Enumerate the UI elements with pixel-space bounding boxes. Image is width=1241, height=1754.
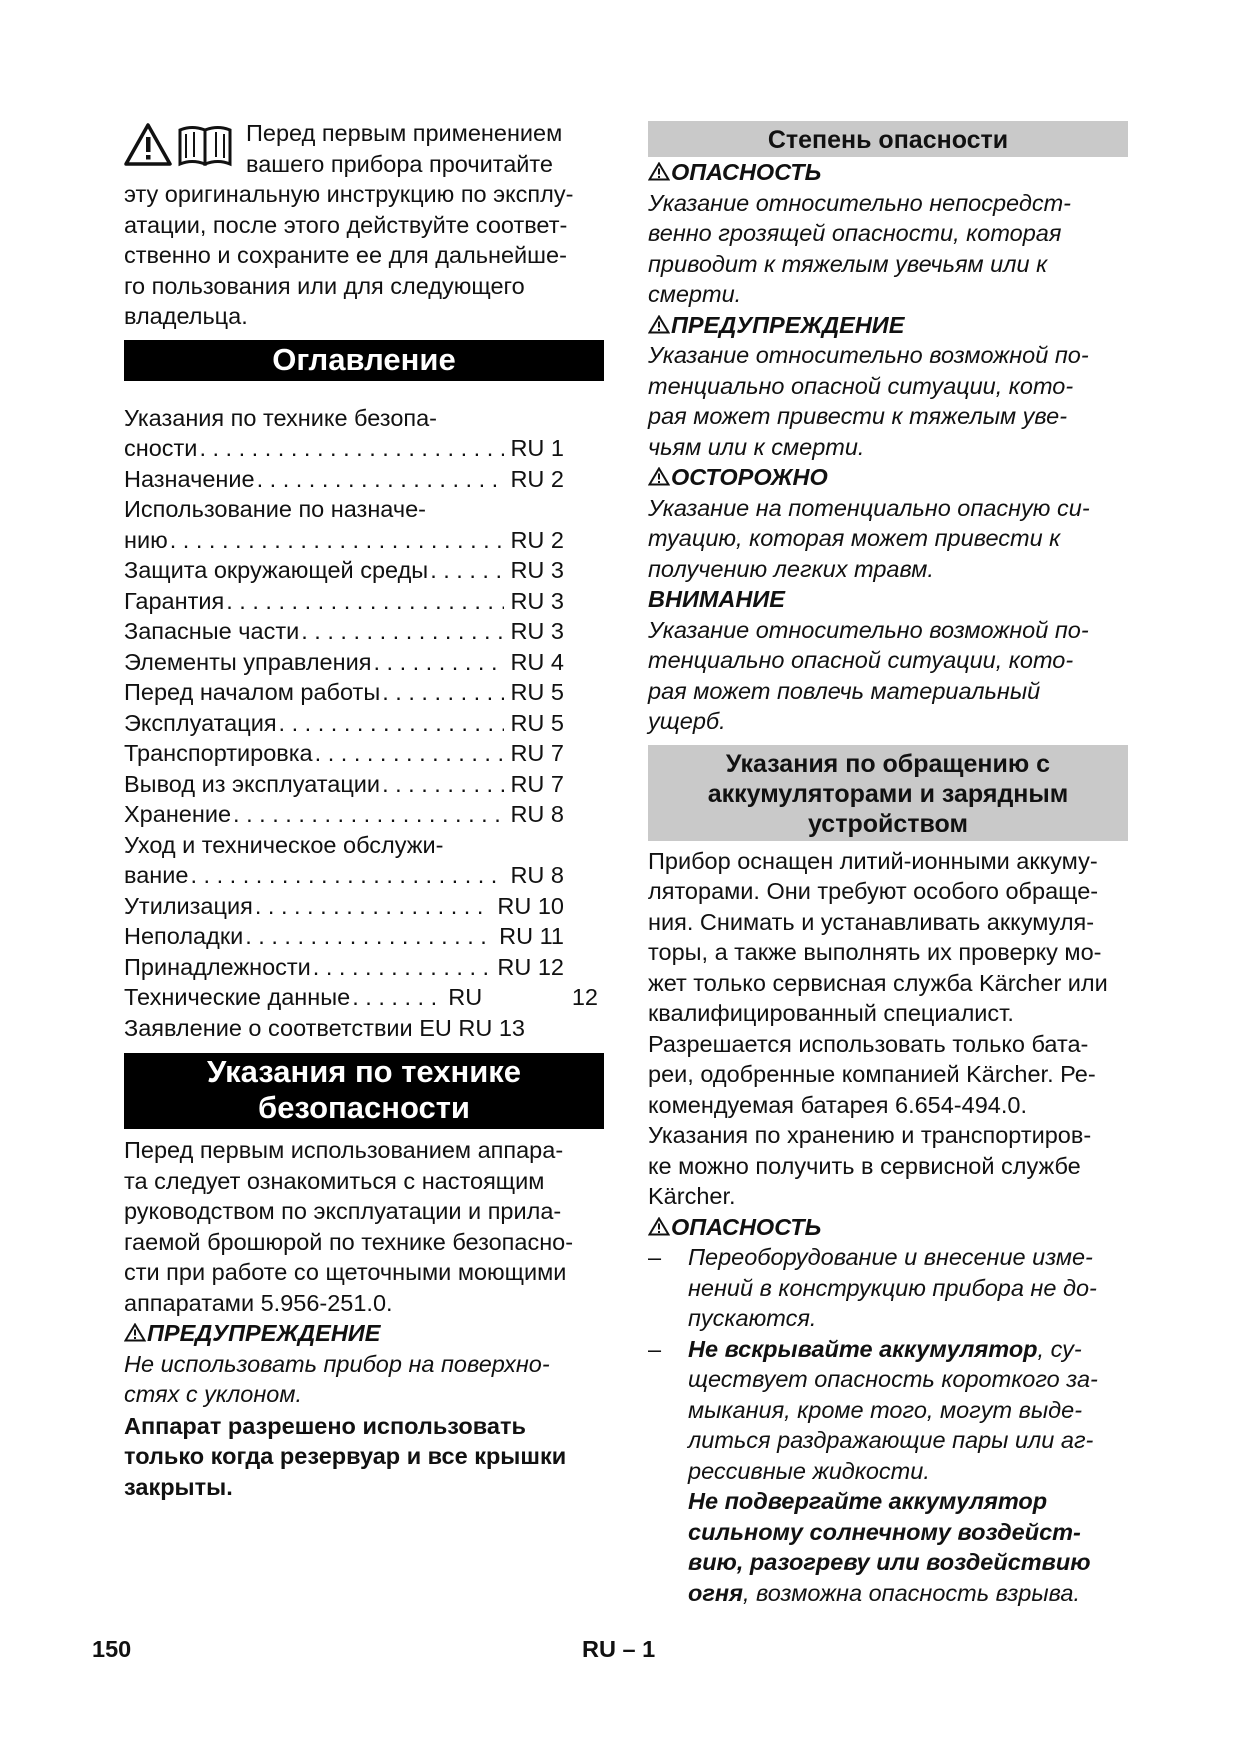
warning-triangle-icon [124,1323,146,1342]
text-line: Не использовать прибор на поверхно- [124,1350,550,1377]
warning-triangle-icon [648,1217,670,1236]
toc-entry-page: RU 8 [510,862,564,888]
text-line: ляторами. Они требуют особого обраще- [648,878,1099,904]
text-line: реи, одобренные компанией Kärcher. Ре- [648,1061,1096,1087]
toc-entry-controls[interactable] [124,647,564,678]
toc-leader-dots [380,769,504,800]
intro-line: вашего прибора прочитайте [246,150,553,177]
toc-entry-page: RU 5 [510,679,564,705]
safety-heading [124,1053,604,1129]
text-line: туацию, которая может привести к [648,525,1061,551]
toc-entry-title: Элементы управления [124,648,372,675]
toc-entry-transport[interactable] [124,738,564,769]
battery-heading-line: устройством [808,809,968,838]
toc-entry-title: Перед началом работы [124,679,381,705]
toc-entry-disposal[interactable] [124,891,564,922]
battery-heading-line: аккумуляторами и зарядным [707,779,1069,808]
toc-leader-dots [255,464,505,495]
intro-line: эту оригинальную инструкцию по эксплу- [124,181,574,207]
hazard-levels [648,157,1128,737]
warning-triangle-icon [648,315,670,334]
toc-entry-page: RU 5 [510,709,564,736]
text-line: тенциально опасной ситуации, кото- [648,647,1074,673]
text-line: Kärcher. [648,1183,736,1209]
text-line: венно грозящей опасности, которая [648,220,1062,246]
text-line: ществует опасность короткого за- [688,1366,1098,1392]
toc-entry-page: RU 2 [510,526,564,553]
toc-leader-dots [224,586,504,617]
toc-entry-environment[interactable] [124,555,564,586]
hazard-label-caution [648,462,1128,493]
battery-paragraph [648,846,1128,1212]
text-line: Указание на потенциально опасную си- [648,494,1090,521]
left-column [124,118,604,1502]
bold-text: огня [688,1579,743,1606]
italic-text: , су- [1037,1335,1082,1362]
toc-entry-title: Вывод из эксплуатации [124,770,381,797]
label-text: ОПАСНОСТЬ [671,159,822,185]
hazard-text [648,340,1128,462]
text-line: Аппарат разрешено использовать [124,1412,526,1439]
toc-leader-dots [253,891,492,922]
toc-entry-warranty[interactable] [124,586,564,617]
text-line: тенциально опасной ситуации, кото- [648,372,1074,399]
safety-bold-note [124,1411,604,1503]
toc-entry-spare-parts[interactable] [124,616,564,647]
intro-paragraph [124,118,604,332]
battery-heading [648,745,1128,841]
toc-leader-dots [311,952,492,983]
toc-entry-title: Назначение [124,465,255,492]
text-line: комендуемая батарея 6.654-494.0. [648,1091,1027,1118]
text-line: закрыты. [124,1473,233,1500]
toc-entry-page: RU [448,984,483,1010]
text-line: смерти. [648,281,742,307]
toc-leader-dots [299,616,504,647]
toc-entry-title: Использование по назначе- [124,496,427,522]
toc-entry-page: RU 8 [510,801,564,827]
text-line: жет только сервисная служба Kärcher или [648,969,1108,996]
italic-text: , возможна опасность взрыва. [742,1579,1080,1606]
bold-text: Не вскрывайте аккумулятор [688,1335,1038,1362]
label-text: ОПАСНОСТЬ [671,1213,822,1240]
text-line: Указание относительно возможной по- [648,616,1089,643]
warning-triangle-icon [648,162,670,181]
toc-entry-title: Утилизация [124,892,253,919]
text-line: Прибор оснащен литий-ионными аккуму- [648,847,1098,874]
toc-leader-dots [197,433,504,464]
toc-entry-title: Уход и техническое обслужи- [124,831,444,858]
text-line [688,1334,1128,1365]
hazard-label-attention: ВНИМАНИЕ [648,586,785,612]
text-line: рессивные жидкости. [688,1457,930,1484]
toc-entry-title-cont: вание [124,862,189,888]
toc-entry-title: Хранение [124,801,232,827]
toc-entry-page-number: 12 [571,984,598,1010]
hazard-label-danger [648,157,1128,188]
toc-heading: Оглавление [124,340,604,381]
toc-leader-dots [188,860,504,891]
text-line: нений в конструкцию прибора не до- [688,1274,1097,1301]
toc-entry-title: Заявление о соответствии EU RU 13 [124,1014,525,1041]
toc-leader-dots [371,647,504,678]
toc-entry-declaration[interactable] [124,1013,564,1044]
toc-entry-decommissioning[interactable] [124,769,564,800]
text-line: торы, а также выполнять их проверку мо- [648,939,1102,965]
text-line: чьям или к смерти. [648,433,865,460]
toc-entry-before-start[interactable] [124,677,564,708]
text-line: получению легких травм. [648,555,934,582]
toc-entry-tech-data[interactable] [124,982,598,1013]
toc-entry-page: RU 3 [510,587,564,614]
toc-entry-page: RU 2 [510,465,564,492]
toc-entry-title-cont: сности [124,435,198,461]
table-of-contents [124,403,604,1044]
toc-entry-purpose[interactable] [124,464,564,495]
label-text: ПРЕДУПРЕЖДЕНИЕ [671,311,905,338]
text-line: пускаются. [688,1305,817,1331]
toc-leader-dots [243,921,493,952]
hazard-heading: Степень опасности [648,121,1128,157]
text-line: сти при работе со щеточными моющими [124,1259,567,1285]
text-line [688,1578,1128,1609]
toc-leader-dots [168,525,505,556]
toc-entry-title: Принадлежности [124,953,311,980]
text-line: Указание относительно возможной по- [648,342,1089,368]
hazard-text [648,493,1128,585]
text-line: стях с уклоном. [124,1381,302,1407]
toc-entry-intended-use[interactable] [124,494,604,555]
toc-entry-accessories[interactable] [124,952,564,983]
toc-entry-operation[interactable] [124,708,564,739]
toc-entry-title: Эксплуатация [124,709,277,736]
toc-entry-page: RU 3 [510,618,564,644]
text-line: гаемой брошюрой по технике безопасно- [124,1228,574,1255]
toc-leader-dots [231,799,504,830]
intro-line: владельца. [124,303,248,329]
intro-line: ственно и сохраните ее для дальнейше- [124,242,567,268]
safety-paragraph [124,1135,604,1318]
toc-entry-page: RU 4 [510,648,564,675]
text-line: вию, разогреву или воздействию [688,1549,1091,1575]
text-line: Указание относительно непосредст- [648,189,1071,216]
battery-heading-line: Указания по обращению с [725,749,1051,778]
text-line: приводит к тяжелым увечьям или к [648,250,1048,277]
read-manual-icons [124,122,236,168]
list-item [648,1242,1128,1334]
text-line: рая может привести к тяжелым уве- [648,403,1068,429]
intro-line: Перед первым применением [246,120,563,146]
toc-entry-title-cont: нию [124,526,168,553]
text-line: только когда резервуар и все крышки [124,1443,567,1469]
text-line: Переоборудование и внесение изме- [688,1244,1093,1270]
toc-entry-title: Гарантия [124,587,225,614]
toc-entry-storage[interactable] [124,799,564,830]
text-line: Разрешается использовать только бата- [648,1030,1089,1057]
battery-danger-label [648,1212,1128,1243]
list-item [648,1334,1128,1609]
toc-entry-page: RU 7 [510,770,564,797]
label-text: ПРЕДУПРЕЖДЕНИЕ [147,1320,381,1346]
dash-bullet: – [648,1335,662,1362]
toc-entry-safety[interactable] [124,403,604,464]
toc-entry-page: RU 12 [497,953,564,980]
toc-leader-dots [277,708,505,739]
text-line: рая может повлечь материальный [648,677,1041,704]
intro-line: го пользования или для следующего [124,272,525,299]
intro-line: атации, после этого действуйте соответ- [124,211,568,238]
toc-entry-title: Неполадки [124,923,244,949]
toc-leader-dots [313,738,505,769]
warning-triangle-icon [648,467,670,486]
toc-entry-title: Запасные части [124,618,300,644]
text-line: та следует ознакомиться с настоящим [124,1167,545,1194]
text-line: Перед первым использованием аппара- [124,1137,564,1163]
safety-warning-label [124,1318,604,1349]
safety-warning-text [124,1349,604,1410]
right-column [648,121,1128,1608]
safety-heading-line: Указания по технике [206,1054,522,1089]
label-text: ОСТОРОЖНО [671,464,828,490]
toc-entry-page: RU 3 [510,557,564,583]
toc-entry-page: RU 7 [510,740,564,766]
text-line: квалифицированный специалист. [648,1000,1014,1026]
text-line: Не подвергайте аккумулятор [688,1488,1048,1514]
toc-entry-title: Защита окружающей среды [124,557,429,583]
hazard-text [648,188,1128,310]
text-line: руководством по эксплуатации и прила- [124,1198,562,1224]
toc-entry-page: RU 1 [510,435,564,461]
text-line: Указания по хранению и транспортиров- [648,1122,1092,1148]
text-line: ке можно получить в сервисной службе [648,1152,1081,1179]
text-line: мыкания, кроме того, могут выде- [688,1396,1083,1423]
text-line: сильному солнечному воздейст- [688,1518,1081,1545]
toc-entry-title: Технические данные [124,984,351,1010]
toc-leader-dots [428,555,504,586]
toc-entry-page: RU 10 [497,892,564,919]
text-line: ния. Снимать и устанавливать аккумуля- [648,908,1095,935]
toc-entry-page: RU 11 [499,923,564,949]
text-line: аппаратами 5.956-251.0. [124,1289,393,1316]
text-line: ущерб. [648,708,726,734]
safety-heading-line: безопасности [258,1090,470,1125]
hazard-label-warning [648,310,1128,341]
toc-entry-title: Указания по технике безопа- [124,404,438,431]
toc-entry-troubleshooting[interactable] [124,921,564,952]
hazard-text [648,615,1128,737]
warning-book-icon [124,122,236,168]
toc-leader-dots [380,677,504,708]
section-page-label: RU – 1 [582,1636,656,1662]
page-number: 150 [92,1636,132,1662]
text-line: литься раздражающие пары или аг- [688,1427,1094,1453]
toc-leader-dots [350,982,442,1013]
toc-entry-title: Транспортировка [124,740,313,766]
toc-entry-maintenance[interactable] [124,830,604,891]
dash-bullet: – [648,1244,662,1270]
